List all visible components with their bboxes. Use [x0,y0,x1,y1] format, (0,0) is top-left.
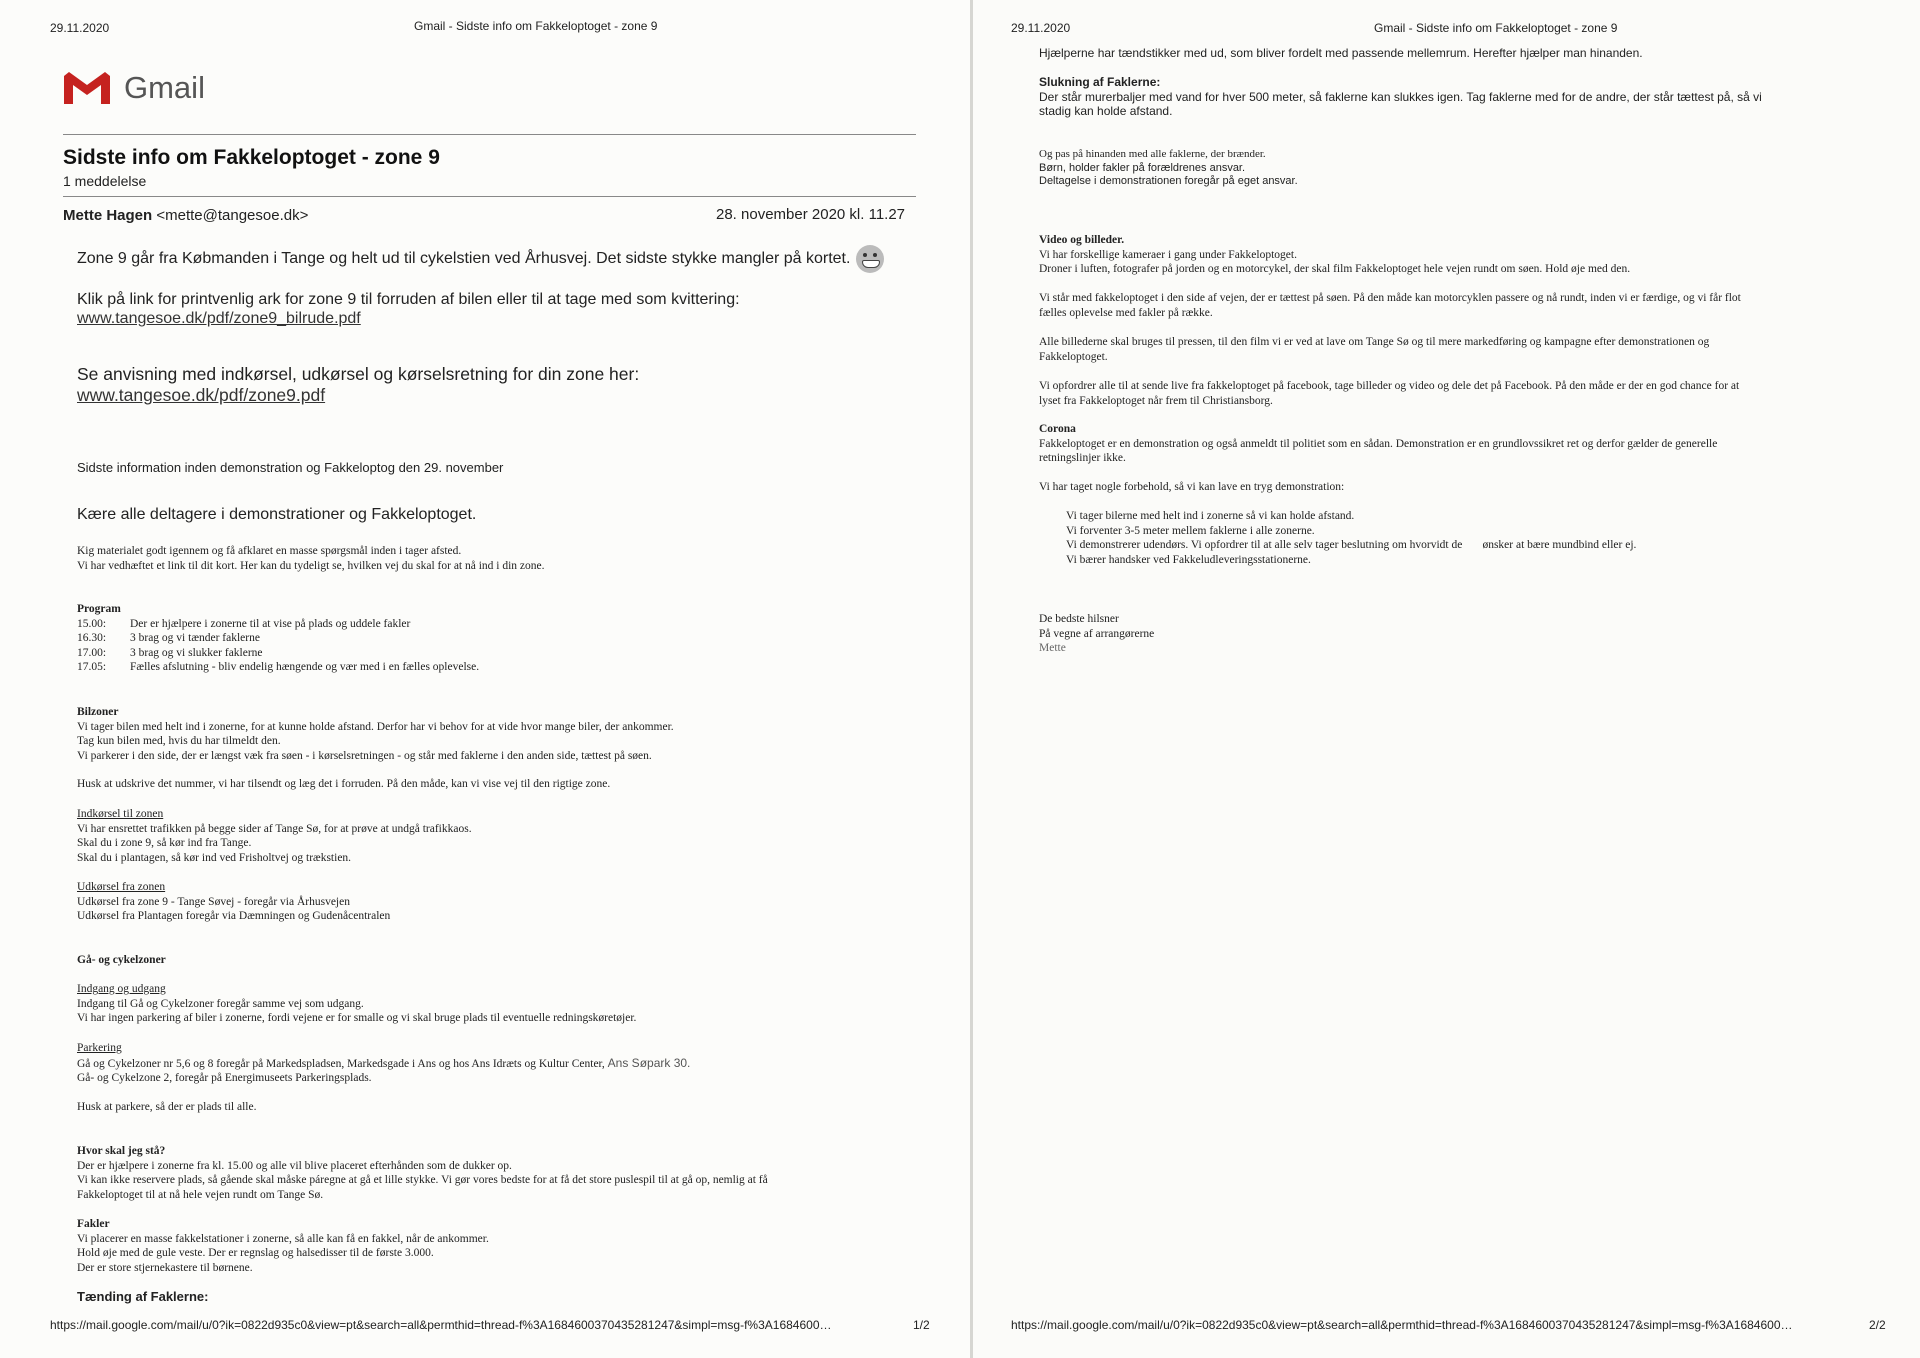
pas-paa-line: Deltagelse i demonstrationen foregår på eget ansvar. [1039,175,1298,187]
intro-line [77,245,884,273]
sender-email: <mette@tangesoe.dk> [156,207,309,224]
opfordrer-line: lyset fra Fakkeloptoget når frem til Christiansborg. [1039,394,1273,407]
corona-section [1039,422,1717,466]
program-heading: Program [77,603,121,615]
print-date: 29.11.2020 [1011,21,1071,35]
divider [63,134,916,135]
billederne-line: Alle billederne skal bruges til pressen, til den film vi er ved at lave om Tange Sø og til mere markedføring og kampagne efter demonstrationen og [1039,336,1710,348]
ga-heading: Gå- og cykelzoner [77,954,166,966]
parkering-text: Gå og Cykelzoner nr 5,6 og 8 foregår på Markedspladsen, Markedsgade i Ans og hos Ans Idræts og Kultur Center, [77,1057,605,1070]
indkorsel-line: Vi har ensrettet trafikken på begge sider af Tange Sø, for at prøve at undgå trafikkaos. [77,822,472,835]
closing-line: De bedste hilsner [1039,613,1119,625]
udkorsel-section [77,880,390,924]
slukning-line: Der står murerbaljer med vand for hver 500 meter, så faklerne kan slukkes igen. Tag faklerne med for de andre, der står tættest på, så vi [1039,89,1762,104]
program-row [77,631,479,646]
print-page-2 [973,0,1920,1358]
body-intro-line: Vi har vedhæftet et link til dit kort. Her kan du tydeligt se, hvilken vej du skal for at nå ind i din zone. [77,559,545,572]
side-af-vejen-line: fælles oplevelse med fakler på række. [1039,306,1213,319]
udkorsel-line: Udkørsel fra zone 9 - Tange Søvej - foregår via Århusvejen [77,895,350,908]
grimacing-emoji-icon [856,245,884,273]
indgang-line: Vi har ingen parkering af biler i zonerne, fordi vejene er for smalle og vi skal bruge plads til eventuelle redningskøretøjer. [77,1012,637,1025]
corona-heading: Corona [1039,423,1076,435]
indgang-section [77,982,636,1026]
program-text: Fælles afslutning - bliv endelig hængende og vær med i en fælles oplevelse. [130,661,480,674]
parkering-address: Ans Søpark 30. [607,1055,691,1070]
message-count: 1 meddelelse [63,173,147,189]
bilzoner-section [77,705,674,792]
udkorsel-heading: Udkørsel fra zonen [77,881,166,893]
parkering-section [77,1041,690,1114]
body-intro-line: Kig materialet godt igennem og få afklaret en masse spørgsmål inden i tager afsted. [77,545,462,557]
billederne-section [1039,335,1709,364]
husk-udskrive-line: Husk at udskrive det nummer, vi har tilsendt og læg det i forruden. På den måde, kan vi vise vej til den rigtige zone. [77,778,611,791]
program-text: 3 brag og vi slukker faklerne [130,646,263,659]
hvor-line: Vi kan ikke reservere plads, så gående skal måske páregne at gå et lille stykke. Vi gør vores bedste for at få det store puslespil til at gå op, nemlig at få [77,1174,768,1187]
video-section [1039,233,1630,277]
sender-name: Mette Hagen [63,207,153,224]
print-header-title: Gmail - Sidste info om Fakkeloptoget - zone 9 [1374,21,1618,35]
body-intro [77,544,545,573]
pas-paa-section [1039,148,1298,189]
gmail-logo-icon [62,70,112,106]
program-text: Der er hjælpere i zonerne til at vise på plads og uddele fakler [130,617,411,630]
program-row [77,660,479,675]
program-time: 16.30: [77,632,107,645]
fakler-line: Der er store stjernekastere til børnene. [77,1261,253,1274]
program-row [77,646,479,661]
hvor-section [77,1144,768,1202]
hvor-line: Fakkeloptoget til at nå hele vejen rundt om Tange Sø. [77,1188,324,1201]
gmail-logo-text: Gmail [124,70,205,105]
indkorsel-section [77,807,472,865]
print-sheet-text: Klik på link for printvenlig ark for zone 9 til forruden af bilen eller til at tage med som kvittering: [77,291,740,308]
udkorsel-line: Udkørsel fra Plantagen foregår via Dæmningen og Gudenåcentralen [77,910,391,923]
video-line: Vi har forskellige kameraer i gang under Fakkeloptoget. [1039,248,1297,261]
forbehold-item: Vi demonstrerer udendørs. Vi opfordrer til at alle selv tager beslutning om hvorvidt de ønsker at bære mundbind eller ej. [1066,539,1637,552]
bilzoner-line: Vi tager bilen med helt ind i zonerne, for at kunne holde afstand. Derfor har vi behov for at vide hvor mange biler, der ankommer. [77,720,674,733]
forbehold-list [1066,509,1636,567]
greeting-text: Kære alle deltagere i demonstrationer og Fakkeloptoget. [77,506,477,523]
program-row [77,617,479,632]
hvor-heading: Hvor skal jeg stå? [77,1145,166,1157]
forbehold-item: Vi bærer handsker ved Fakkeludleveringsstationerne. [1066,553,1311,566]
sent-date: 28. november 2020 kl. 11.27 [716,206,906,223]
indgang-heading: Indgang og udgang [77,983,166,995]
sender [63,207,308,224]
slukning-heading: Slukning af Faklerne: [1039,75,1161,89]
indkorsel-heading: Indkørsel til zonen [77,808,164,820]
page-number: 2/2 [1869,1318,1886,1332]
print-header-title: Gmail - Sidste info om Fakkeloptoget - zone 9 [414,19,658,33]
closing-section [1039,612,1154,656]
forbehold-item: Vi forventer 3-5 meter mellem faklerne i alle zonerne. [1066,524,1315,537]
fakler-heading: Fakler [77,1218,110,1230]
fakler-section [77,1217,489,1275]
fakler-line: Vi placerer en masse fakkelstationer i zonerne, så alle kan få en fakkel, når de ankommer. [77,1232,489,1245]
page-number: 1/2 [913,1318,930,1332]
hjaelperne-line: Hjælperne har tændstikker med ud, som bliver fordelt med passende mellemrum. Herefter hjælper man hinanden. [1039,46,1643,60]
signature: Mette [1039,642,1066,655]
intro-text: Zone 9 går fra Købmanden i Tange og helt ud til cykelstien ved Århusvej. Det sidste stykke mangler på kortet. [77,250,851,268]
indkorsel-line: Skal du i plantagen, så kør ind ved Frisholtvej og trækstien. [77,851,352,864]
opfordrer-line: Vi opfordrer alle til at sende live fra fakkeloptoget på facebook, tage billeder og video og dele det på Facebook. På den måde er der en god chance for at [1039,380,1740,392]
video-line: Droner i luften, fotografer på jorden og en motorcykel, der skal film Fakkeloptoget hele vejen rundt om søen. Hold øje med den. [1039,263,1631,276]
program-time: 17.00: [77,646,107,659]
pas-paa-line: Og pas på hinanden med alle faklerne, der brænder. [1039,148,1266,160]
divider [63,196,916,197]
forbehold-line: Vi har taget nogle forbehold, så vi kan lave en tryg demonstration: [1039,481,1345,493]
route-link[interactable]: www.tangesoe.dk/pdf/zone9.pdf [77,385,326,405]
parkering-heading: Parkering [77,1042,122,1054]
billederne-line: Fakkeloptoget. [1039,350,1108,363]
opfordrer-section [1039,379,1739,408]
footer-url: https://mail.google.com/mail/u/0?ik=0822d935c0&view=pt&search=all&permthid=thread-f%3A1684600370435281247&simpl=msg-f%3A1684600… [1011,1318,1793,1332]
parkering-line [77,1056,690,1072]
indkorsel-line: Skal du i zone 9, så kør ind fra Tange. [77,837,252,850]
slukning-line: stadig kan holde afstand. [1039,104,1173,118]
video-heading: Video og billeder. [1039,234,1125,246]
forbehold-item: Vi tager bilerne med helt ind i zonerne så vi kan holde afstand. [1066,510,1355,522]
program-text: 3 brag og vi tænder faklerne [130,632,260,645]
route-text: Se anvisning med indkørsel, udkørsel og kørselsretning for din zone her: [77,364,640,384]
bilzoner-heading: Bilzoner [77,706,119,718]
print-date: 29.11.2020 [50,21,110,35]
slukning-section [1039,75,1762,119]
fakler-line: Hold øje med de gule veste. Der er regnslag og halsedisser til de første 3.000. [77,1247,434,1260]
parkering-line: Gå- og Cykelzone 2, foregår på Energimuseets Parkeringsplads. [77,1072,372,1085]
indgang-line: Indgang til Gå og Cykelzoner foregår samme vej som udgang. [77,997,364,1010]
side-af-vejen-line: Vi står med fakkeloptoget i den side af vejen, der er tættest på søen. På den måde kan motorcyklen passere og nå rundt, inden vi er færdige, og vi får flot [1039,292,1741,304]
email-subject: Sidste info om Fakkeloptoget - zone 9 [63,146,440,169]
program-time: 15.00: [77,617,107,630]
taending-heading: Tænding af Faklerne: [77,1289,209,1304]
husk-parkere-line: Husk at parkere, så der er plads til alle. [77,1100,257,1113]
bilzoner-line: Tag kun bilen med, hvis du har tilmeldt den. [77,735,281,748]
closing-line: På vegne af arrangørerne [1039,627,1155,640]
last-info-text: Sidste information inden demonstration og Fakkeloptog den 29. november [77,460,504,475]
corona-line: retningslinjer ikke. [1039,452,1126,465]
hvor-line: Der er hjælpere i zonerne fra kl. 15.00 og alle vil blive placeret efterhånden som de dukker op. [77,1159,512,1172]
program-time: 17.05: [77,661,107,674]
side-af-vejen-section [1039,291,1741,320]
bilzoner-line: Vi parkerer i den side, der er længst væk fra søen - i kørselsretningen - og står med faklerne i den anden side, tættest på søen. [77,749,652,762]
program-section [77,602,479,675]
print-sheet-link[interactable]: www.tangesoe.dk/pdf/zone9_bilrude.pdf [77,310,361,327]
corona-line: Fakkeloptoget er en demonstration og også anmeldt til politiet som en sådan. Demonstration er en grundlovssikret ret og derfor gælder de generelle [1039,437,1718,450]
footer-url: https://mail.google.com/mail/u/0?ik=0822d935c0&view=pt&search=all&permthid=thread-f%3A1684600370435281247&simpl=msg-f%3A1684600… [50,1318,832,1332]
pas-paa-line: Børn, holder fakler på forældrenes ansvar. [1039,161,1246,174]
